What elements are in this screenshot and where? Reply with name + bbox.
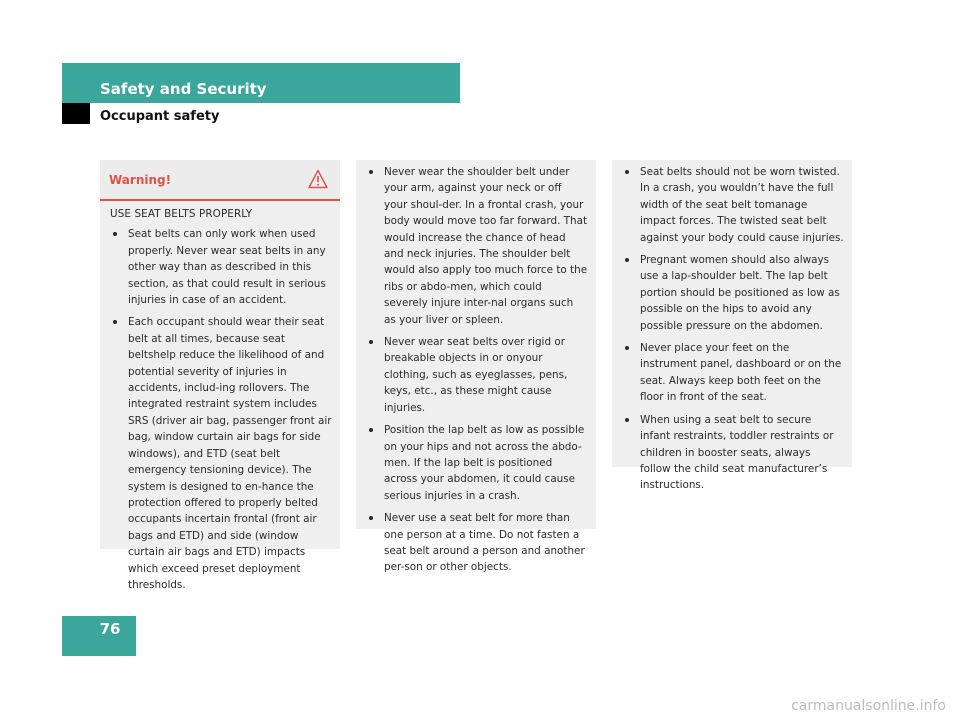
info-column-3 (612, 160, 852, 492)
warning-triangle-icon (308, 169, 328, 189)
warning-header (100, 160, 340, 201)
warning-title: Warning! (109, 173, 172, 187)
list-item: Never wear the shoulder belt under your arm, against your neck or off your shoul-der. In a frontal crash, your body would move too far forward. That would increase the chance of head and neck injuries. The shoulder belt would also apply too much force to the ribs or abdo-men, which could severely injure inter-nal organs such as your liver or spleen. (366, 164, 588, 328)
list-item: Never use a seat belt for more than one person at a time. Do not fasten a seat belt around a person and another per-son or other objects. (366, 510, 588, 576)
bullet-list (622, 164, 844, 494)
list-item: Position the lap belt as low as possible on your hips and not across the abdo-men. If the lap belt is positioned across your abdomen, it could cause serious injuries in a crash. (366, 422, 588, 504)
list-item: Never place your feet on the instrument panel, dashboard or on the seat. Always keep both feet on the floor in front of the seat. (622, 340, 844, 406)
warning-box (100, 160, 340, 591)
list-item: Each occupant should wear their seat belt at all times, because seat beltshelp reduce the likelihood of and potential severity of injuries in accidents, includ-ing rollovers. The integrated restraint system includes SRS (driver air bag, passenger front air bag, window curtain air bags for side windows), and ETD (seat belt emergency tensioning device). The system is designed to en-hance the protection offered to properly belted occupants incertain frontal (front air bags and ETD) and side (window curtain air bags and ETD) impacts which exceed preset deployment thresholds. (110, 314, 332, 593)
warning-list (110, 226, 332, 593)
list-item: When using a seat belt to secure infant restraints, toddler restraints or children in booster seats, always follow the child seat manufacturer’s instructions. (622, 412, 844, 494)
list-item: Pregnant women should also always use a lap-shoulder belt. The lap belt portion should be positioned as low as possible on the hips to avoid any possible pressure on the abdomen. (622, 252, 844, 334)
section-title: Safety and Security (100, 80, 267, 98)
bullet-list (366, 164, 588, 576)
page-number: 76 (99, 620, 121, 638)
warning-heading: USE SEAT BELTS PROPERLY (110, 208, 253, 220)
info-column-2 (356, 160, 596, 574)
subsection-title: Occupant safety (100, 109, 220, 124)
list-item: Seat belts should not be worn twisted. In a crash, you wouldn’t have the full width of the seat belt tomanage impact forces. The twisted seat belt against your body could cause injuries. (622, 164, 844, 246)
list-item: Seat belts can only work when used properly. Never wear seat belts in any other way than as described in this section, as that could result in serious injuries in case of an accident. (110, 226, 332, 308)
subsection-marker (62, 103, 90, 124)
watermark: carmanualsonline.info (791, 698, 946, 714)
list-item: Never wear seat belts over rigid or breakable objects in or onyour clothing, such as eyeglasses, pens, keys, etc., as these might cause injuries. (366, 334, 588, 416)
